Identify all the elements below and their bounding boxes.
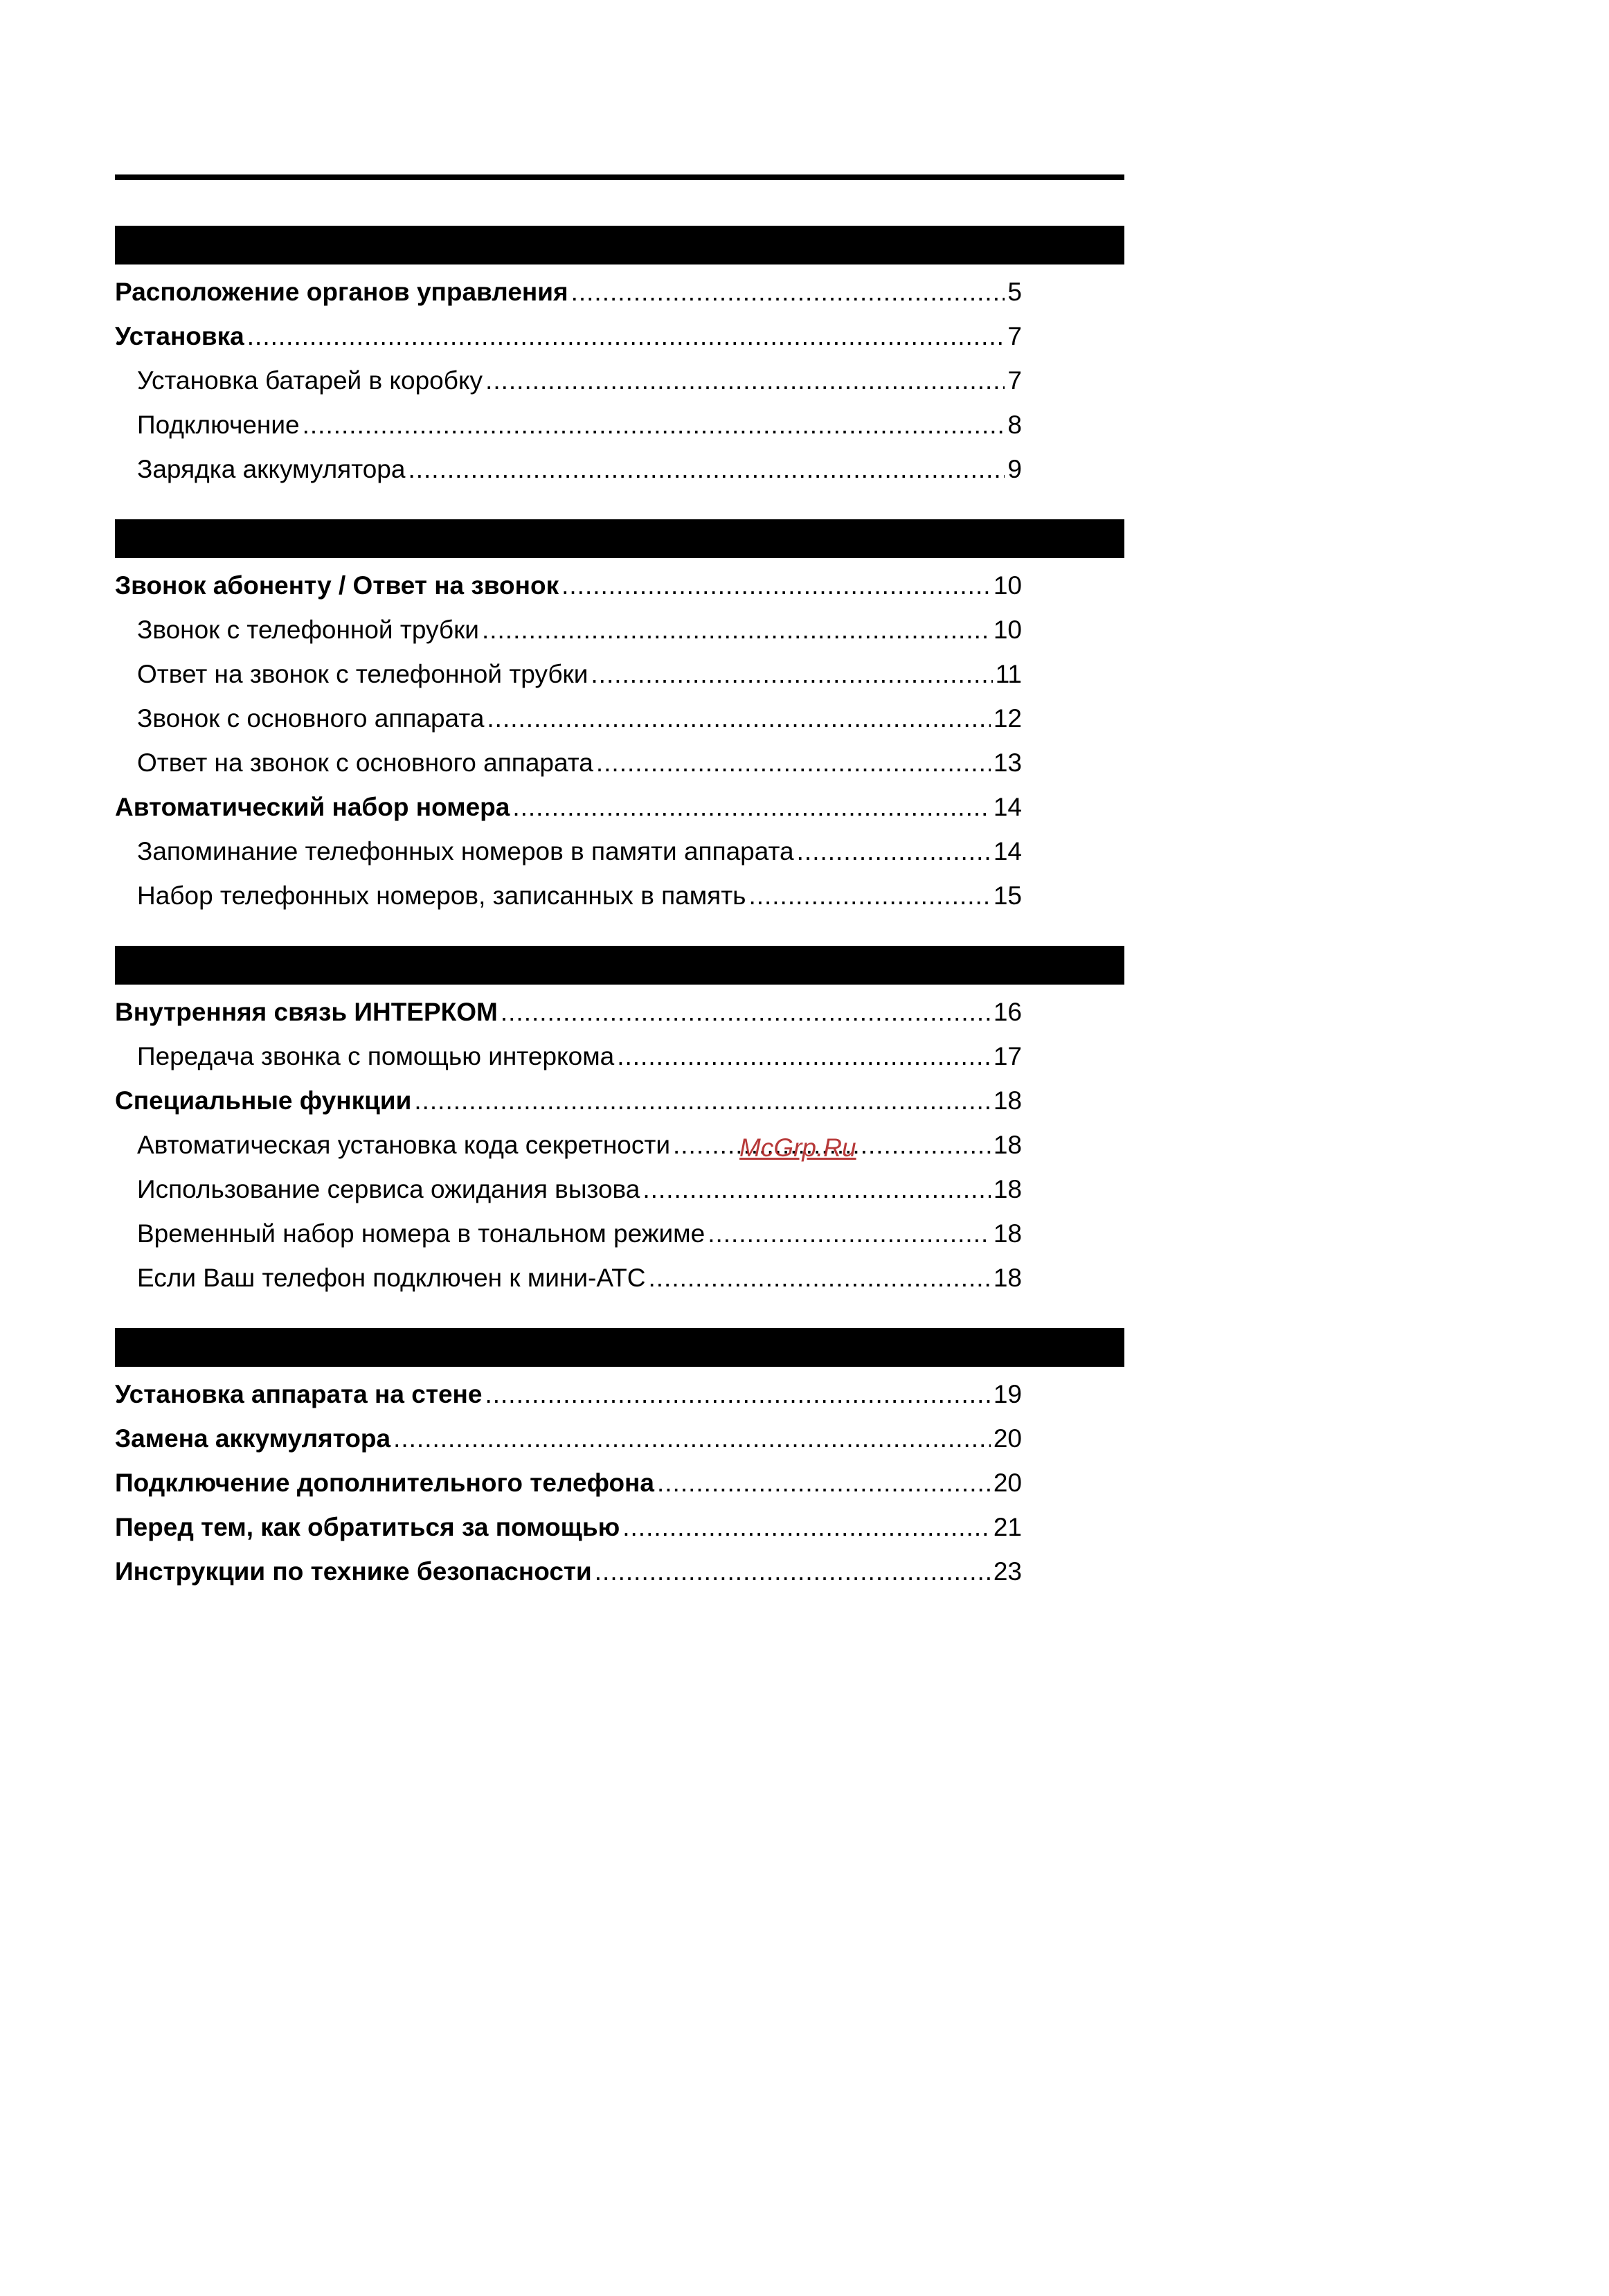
watermark-link[interactable]: McGrp.Ru <box>739 1133 856 1162</box>
dot-leader <box>748 874 990 918</box>
toc-page-number: 21 <box>993 1513 1022 1541</box>
dot-leader <box>649 1256 991 1300</box>
dot-leader <box>303 403 1005 447</box>
toc-entry[interactable] <box>115 990 1022 1034</box>
toc-subentry[interactable] <box>137 1256 1022 1300</box>
toc-subentry[interactable] <box>137 359 1022 403</box>
toc-entry[interactable] <box>115 314 1022 359</box>
toc-subentry[interactable] <box>137 608 1022 652</box>
toc-entry-title: Если Ваш телефон подключен к мини-АТС <box>137 1264 646 1292</box>
toc-entry-title: Внутренняя связь ИНТЕРКОМ <box>115 998 498 1026</box>
toc-page-number: 13 <box>993 748 1022 777</box>
dot-leader <box>482 608 991 652</box>
toc-page-number: 14 <box>993 837 1022 866</box>
toc-entry[interactable] <box>115 1505 1022 1550</box>
toc-page-number: 23 <box>993 1557 1022 1586</box>
toc-entry-title: Автоматический набор номера <box>115 793 510 821</box>
toc-subentry[interactable] <box>137 447 1022 492</box>
toc-page-number: 18 <box>993 1175 1022 1203</box>
toc-entry[interactable] <box>115 564 1022 608</box>
toc-page-number: 18 <box>993 1264 1022 1292</box>
toc-page-number: 20 <box>993 1469 1022 1497</box>
dot-leader <box>408 447 1005 492</box>
toc-subentry[interactable] <box>137 652 1022 697</box>
toc-entry-title: Звонок абоненту / Ответ на звонок <box>115 571 559 600</box>
toc-entry-title: Временный набор номера в тональном режиме <box>137 1219 705 1248</box>
toc-entry-title: Установка аппарата на стене <box>115 1380 483 1408</box>
toc-page-number: 18 <box>993 1219 1022 1248</box>
dot-leader <box>247 314 1005 359</box>
toc-entry-title: Расположение органов управления <box>115 278 568 306</box>
toc-subentry[interactable] <box>137 829 1022 874</box>
dot-leader <box>487 697 990 741</box>
toc-entry-title: Установка <box>115 322 244 350</box>
dot-leader <box>617 1034 991 1079</box>
dot-leader <box>485 359 1005 403</box>
toc-page-number: 5 <box>1007 278 1022 306</box>
dot-leader <box>485 1372 990 1417</box>
toc-page-number: 7 <box>1007 366 1022 395</box>
toc-entry[interactable] <box>115 785 1022 829</box>
toc-entry-title: Ответ на звонок с телефонной трубки <box>137 660 588 688</box>
toc-subentry[interactable] <box>137 1212 1022 1256</box>
toc-page-number: 18 <box>993 1086 1022 1115</box>
toc-page-number: 7 <box>1007 322 1022 350</box>
toc-entry[interactable] <box>115 1461 1022 1505</box>
dot-leader <box>797 829 991 874</box>
toc-page-number: 14 <box>993 793 1022 821</box>
toc-entry-title: Автоматическая установка кода секретности <box>137 1131 670 1159</box>
toc-page-number: 17 <box>993 1042 1022 1070</box>
toc-entry[interactable] <box>115 1079 1022 1123</box>
dot-leader <box>571 270 1005 314</box>
toc-page-number: 9 <box>1007 455 1022 483</box>
section-bar <box>115 519 1124 558</box>
section-bar <box>115 1328 1124 1367</box>
toc-entry-title: Замена аккумулятора <box>115 1424 391 1453</box>
toc-entry[interactable] <box>115 1372 1022 1417</box>
toc-page-number: 16 <box>993 998 1022 1026</box>
toc-entry-title: Использование сервиса ожидания вызова <box>137 1175 640 1203</box>
toc-entry-title: Инструкции по технике безопасности <box>115 1557 592 1586</box>
toc-page-number: 15 <box>993 881 1022 910</box>
toc-entry-title: Набор телефонных номеров, записанных в память <box>137 881 746 910</box>
dot-leader <box>393 1417 991 1461</box>
dot-leader <box>595 1550 991 1594</box>
dot-leader <box>561 564 991 608</box>
toc-entry-title: Подключение дополнительного телефона <box>115 1469 654 1497</box>
toc-entry-title: Специальные функции <box>115 1086 412 1115</box>
toc-entry[interactable] <box>115 1550 1022 1594</box>
toc-entry-title: Перед тем, как обратиться за помощью <box>115 1513 620 1541</box>
toc-entry-title: Запоминание телефонных номеров в памяти аппарата <box>137 837 794 866</box>
dot-leader <box>591 652 992 697</box>
toc-page-number: 11 <box>995 660 1022 688</box>
toc-entry-title: Передача звонка с помощью интеркома <box>137 1042 615 1070</box>
section-bar <box>115 226 1124 264</box>
toc-subentry[interactable] <box>137 741 1022 785</box>
toc-entry-title: Зарядка аккумулятора <box>137 455 406 483</box>
dot-leader <box>512 785 991 829</box>
toc-page-number: 19 <box>993 1380 1022 1408</box>
toc-page-number: 10 <box>993 616 1022 644</box>
toc-subentry[interactable] <box>137 697 1022 741</box>
dot-leader <box>708 1212 991 1256</box>
toc-entry[interactable] <box>115 1417 1022 1461</box>
toc-entry-title: Подключение <box>137 411 300 439</box>
section-bar <box>115 946 1124 985</box>
toc-entry-title: Установка батарей в коробку <box>137 366 483 395</box>
toc-subentry[interactable] <box>137 1034 1022 1079</box>
toc-entry-title: Ответ на звонок с основного аппарата <box>137 748 593 777</box>
toc-entry-title: Звонок с телефонной трубки <box>137 616 479 644</box>
toc-subentry[interactable] <box>137 1123 1022 1167</box>
toc-entry[interactable] <box>115 270 1022 314</box>
dot-leader <box>657 1461 991 1505</box>
dot-leader <box>642 1167 990 1212</box>
toc-page-number: 18 <box>993 1131 1022 1159</box>
toc-page-number: 10 <box>993 571 1022 600</box>
dot-leader <box>622 1505 991 1550</box>
dot-leader <box>501 990 991 1034</box>
toc-page-number: 8 <box>1007 411 1022 439</box>
dot-leader <box>596 741 991 785</box>
toc-page-number: 20 <box>993 1424 1022 1453</box>
toc-entry-title: Звонок с основного аппарата <box>137 704 485 733</box>
toc-subentry[interactable] <box>137 874 1022 918</box>
toc-subentry[interactable] <box>137 403 1022 447</box>
toc-page-number: 12 <box>993 704 1022 733</box>
dot-leader <box>414 1079 991 1123</box>
top-rule <box>115 174 1124 180</box>
toc-subentry[interactable] <box>137 1167 1022 1212</box>
